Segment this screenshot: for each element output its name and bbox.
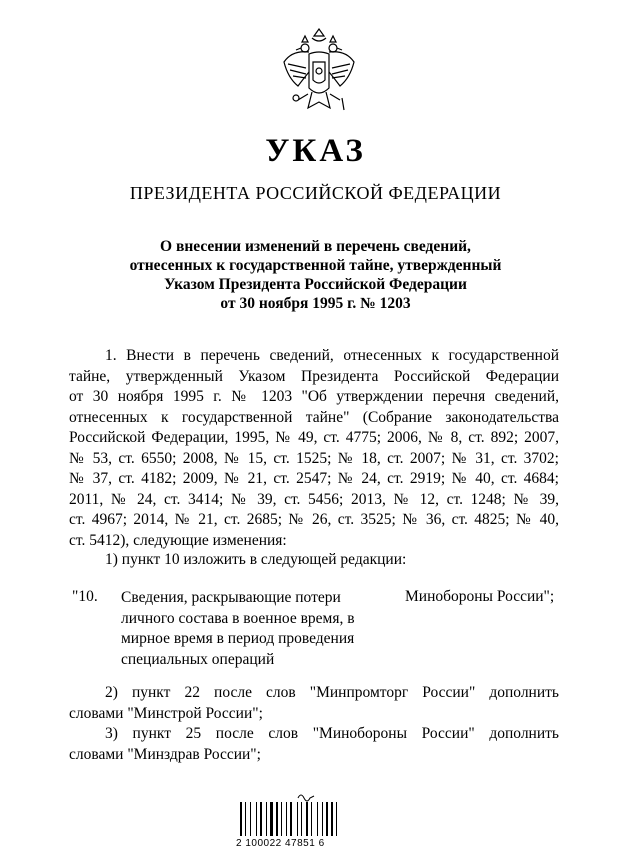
barcode-bar (270, 802, 273, 836)
paragraph-line: словами "Минздрав России"; (69, 745, 261, 763)
description-line: мирное время в период проведения (121, 630, 355, 647)
barcode-bar (245, 802, 246, 836)
barcode-bar (301, 802, 302, 836)
barcode-bar (317, 802, 318, 836)
table-item-description (121, 588, 381, 670)
heading-line: О внесении изменений в перечень сведений, (160, 238, 471, 255)
barcode-bar (322, 802, 323, 836)
table-item-authority: Минобороны России"; (405, 588, 555, 605)
barcode-number: 2 100022 47851 6 (236, 838, 325, 849)
item-3 (69, 724, 559, 765)
item-2 (69, 683, 559, 724)
paragraph-line: № 37, ст. 4182; 2009, № 21, ст. 2547; № 24, ст. 2919; № 40, ст. 4684; (69, 470, 559, 487)
paragraph-line: ст. 4967; 2014, № 21, ст. 2685; № 26, ст. 3525; № 36, ст. 4825; № 40, (69, 511, 559, 528)
paragraph-line: тайне, утвержденный Указом Президента Российской Федерации (69, 367, 559, 385)
barcode-bar (326, 802, 328, 836)
barcode-bar (311, 802, 312, 836)
barcode-icon (236, 790, 386, 838)
paragraph-line: Российской Федерации, 1995, № 49, ст. 4775; 2006, № 8, ст. 892; 2007, (69, 429, 559, 446)
barcode-bar (240, 802, 242, 836)
description-line: личного состава в военное время, в (121, 609, 355, 627)
description-line: специальных операций (121, 650, 275, 668)
paragraph-1 (69, 346, 559, 551)
decree-heading (0, 237, 631, 313)
item-1: 1) пункт 10 изложить в следующей редакции: (105, 551, 407, 568)
paragraph-line: отнесенных к государственной тайне" (Собрание законодательства (69, 408, 559, 426)
paragraph-line: 2) пункт 22 после слов "Минпромторг России" дополнить (105, 684, 559, 701)
description-line: Сведения, раскрывающие потери (121, 589, 341, 606)
barcode-bar (256, 802, 257, 836)
paragraph-line: № 53, ст. 6550; 2008, № 15, ст. 1525; № 18, ст. 2007; № 31, ст. 3702; (69, 449, 559, 467)
barcode (236, 790, 386, 860)
heading-line: от 30 ноября 1995 г. № 1203 (220, 295, 411, 312)
paragraph-line: ст. 5412), следующие изменения: (69, 531, 287, 549)
paragraph-line: от 30 ноября 1995 г. № 1203 "Об утверждении перечня сведений, (69, 388, 559, 405)
paragraph-line: словами "Минстрой России"; (69, 704, 263, 722)
barcode-mark (298, 795, 314, 801)
barcode-bar (260, 802, 262, 836)
barcode-bar (297, 802, 298, 836)
barcode-bar (276, 802, 278, 836)
barcode-bar (290, 802, 292, 836)
heading-line: Указом Президента Российской Федерации (164, 276, 467, 293)
barcode-bar (336, 802, 337, 836)
paragraph-line: 2011, № 24, ст. 3414; № 39, ст. 5456; 2013, № 12, ст. 1248; № 39, (69, 490, 559, 508)
table-item-number: "10. (72, 588, 98, 605)
barcode-bar (331, 802, 333, 836)
heading-line: отнесенных к государственной тайне, утвержденный (129, 257, 502, 274)
document-subtitle: ПРЕЗИДЕНТА РОССИЙСКОЙ ФЕДЕРАЦИИ (129, 183, 502, 203)
document-title: УКАЗ (265, 133, 366, 169)
state-emblem-icon (278, 28, 360, 126)
barcode-bar (306, 802, 308, 836)
barcode-bar (266, 802, 267, 836)
paragraph-line: 1. Внести в перечень сведений, отнесенных к государственной (105, 347, 559, 364)
barcode-bar (281, 802, 282, 836)
barcode-bar (286, 802, 287, 836)
barcode-bar (250, 802, 251, 836)
paragraph-line: 3) пункт 25 после слов "Минобороны России" дополнить (105, 725, 559, 742)
